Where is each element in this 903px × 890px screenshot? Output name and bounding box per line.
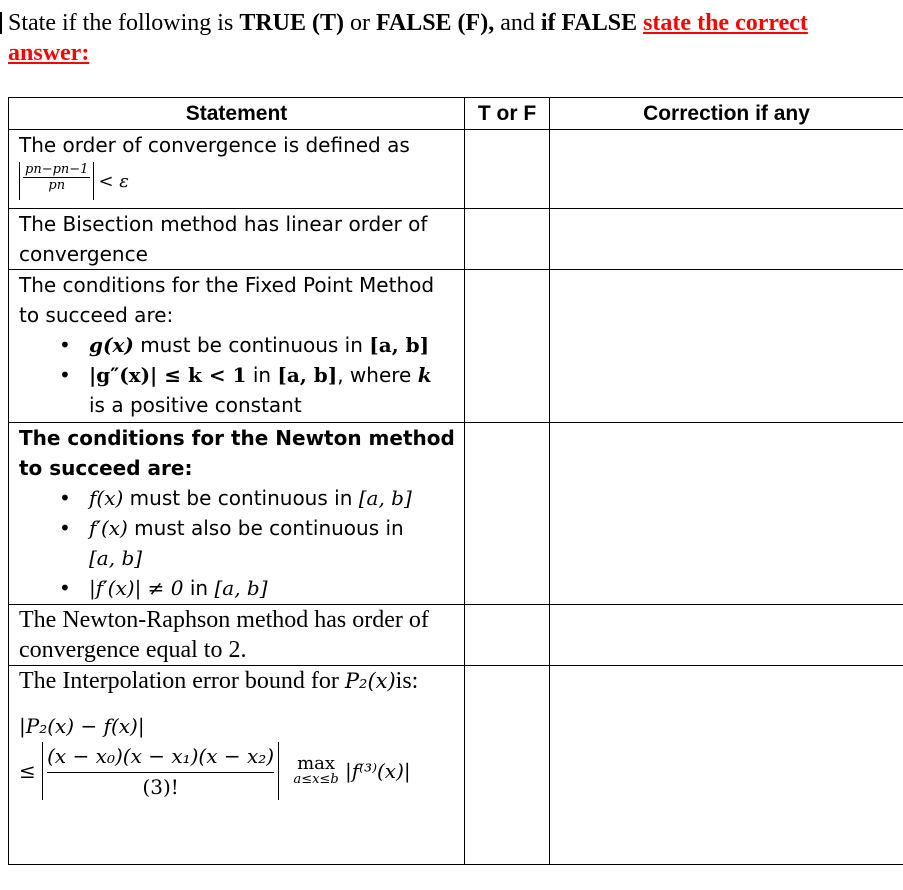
- max-label: max: [297, 753, 336, 774]
- interval: [a, b]: [369, 333, 430, 357]
- if-false-text: if FALSE: [540, 10, 638, 36]
- math-expression: P₂(x): [344, 669, 396, 693]
- statement-cell: [9, 209, 465, 270]
- false-label: FALSE (F),: [375, 10, 495, 36]
- less-than-epsilon: < ε: [98, 170, 129, 192]
- bullet-text: must also be continuous in: [127, 516, 404, 540]
- statement-text: The Newton-Raphson method has order of convergence equal to 2.: [19, 607, 429, 663]
- statement-text-part: The Interpolation error bound for: [19, 668, 345, 694]
- instructions: [8, 8, 888, 68]
- instructions-text: State if the following is: [8, 10, 240, 36]
- table-row: [9, 423, 903, 605]
- interval: [a, b]: [214, 576, 268, 600]
- margin-bar: [0, 12, 2, 34]
- fraction-numerator: pn−pn−1: [25, 162, 89, 177]
- fraction-denominator: pn: [48, 178, 66, 193]
- max-subscript: a≤x≤b: [293, 772, 339, 787]
- statement-text-part: is:: [395, 668, 419, 694]
- abs-value: [42, 742, 279, 800]
- fraction-numerator: (x − x₀)(x − x₁)(x − x₂): [47, 742, 274, 773]
- statement-text: The conditions for the Newton method to succeed are:: [19, 426, 455, 480]
- list-item: [89, 513, 458, 573]
- bullet-text: in: [183, 576, 215, 600]
- correction-answer-cell[interactable]: [550, 270, 903, 423]
- math-expression: f′(x): [89, 516, 128, 540]
- table-row: [9, 130, 903, 209]
- correction-answer-cell[interactable]: [550, 605, 903, 666]
- statement-text: The order of convergence is defined as: [19, 133, 410, 157]
- less-equal: ≤: [19, 759, 36, 783]
- t-or-f-answer-cell[interactable]: [465, 605, 550, 666]
- table-row: [9, 209, 903, 270]
- t-or-f-answer-cell[interactable]: [465, 423, 550, 605]
- math-expression: f(x): [89, 486, 124, 510]
- math-expression: |g″(x)| ≤ k < 1: [89, 363, 247, 387]
- header-statement: Statement: [9, 98, 465, 130]
- t-or-f-answer-cell[interactable]: [465, 666, 550, 865]
- bullet-text: in: [246, 363, 278, 387]
- max-operator: [293, 755, 338, 787]
- convergence-formula: [19, 162, 458, 200]
- statement-cell: [9, 270, 465, 423]
- statement-cell: [9, 130, 465, 209]
- list-item: [89, 360, 458, 420]
- or-text: or: [343, 10, 376, 36]
- fraction-denominator: (3)!: [142, 775, 179, 799]
- list-item: [89, 573, 458, 603]
- list-item: [89, 330, 458, 360]
- and-text: and: [494, 10, 541, 36]
- table-header-row: [9, 98, 903, 130]
- interval: [a, b]: [89, 546, 143, 570]
- header-t-or-f: T or F: [465, 98, 550, 130]
- abs-value: [19, 162, 94, 200]
- statement-text: [19, 666, 458, 696]
- table-row: [9, 270, 903, 423]
- bullet-text: is a positive constant: [89, 393, 302, 417]
- table-row: [9, 605, 903, 666]
- interval: [a, b]: [277, 363, 338, 387]
- true-false-table: [8, 97, 903, 865]
- formula-lhs: |P₂(x) − f(x)|: [19, 714, 145, 738]
- fraction: [23, 162, 90, 193]
- t-or-f-answer-cell[interactable]: [465, 130, 550, 209]
- bullet-text: , where: [337, 363, 418, 387]
- header-correction: Correction if any: [550, 98, 903, 130]
- third-derivative: |f⁽³⁾(x)|: [345, 759, 411, 783]
- math-variable: k: [417, 363, 432, 387]
- correction-answer-cell[interactable]: [550, 130, 903, 209]
- math-expression: |f′(x)| ≠ 0: [89, 576, 184, 600]
- interval: [a, b]: [358, 486, 412, 510]
- bullet-text: must be continuous in: [133, 333, 370, 357]
- bullet-list: [19, 483, 458, 603]
- t-or-f-answer-cell[interactable]: [465, 270, 550, 423]
- state-correct-link: state the correct answer:: [8, 10, 808, 66]
- list-item: [89, 483, 458, 513]
- statement-cell: [9, 666, 465, 865]
- t-or-f-answer-cell[interactable]: [465, 209, 550, 270]
- math-expression: g(x): [89, 333, 134, 357]
- bullet-text: must be continuous in: [123, 486, 359, 510]
- correction-answer-cell[interactable]: [550, 666, 903, 865]
- correction-answer-cell[interactable]: [550, 209, 903, 270]
- true-label: TRUE (T): [239, 10, 344, 36]
- formula-rhs: [19, 742, 458, 800]
- statement-cell: [9, 423, 465, 605]
- error-bound-formula: [19, 712, 458, 800]
- correction-answer-cell[interactable]: [550, 423, 903, 605]
- statement-text: The conditions for the Fixed Point Method to succeed are:: [19, 273, 435, 327]
- table-row: [9, 666, 903, 865]
- statement-text: The Bisection method has linear order of convergence: [19, 212, 428, 266]
- statement-cell: [9, 605, 465, 666]
- bullet-list: [19, 330, 458, 420]
